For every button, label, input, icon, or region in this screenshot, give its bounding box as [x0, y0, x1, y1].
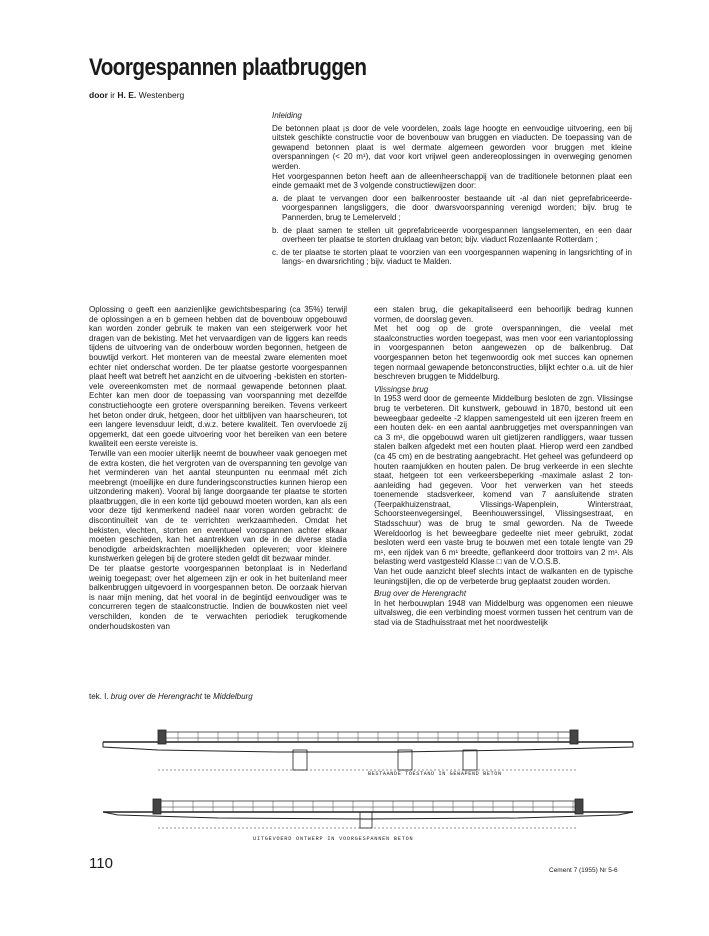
caption-prefix: tek. I. — [89, 692, 111, 701]
byline-ir: ir — [107, 90, 118, 100]
left-paragraph-2: Terwille van een mooier uiterlijk neemt de bouwheer vaak genoegen met de extra kosten, die het vergroten van de overspanning ten gevolge van het verminderen van het aantal steunpunten nu eenmaal mét zich meebrengt (moeilijke en dure funderingsconstructies kunnen hierop een uitzondering maken). Vooral bij lange doorgaande ter plaatse te storten plaatbruggen, die in een korte tijd gebouwd moeten worden, kan als een voor deze tijd kenmerkend nadeel naar voren worden gebracht: de discontinuïteit van de te verrichten werkzaamheden. Omdat het bekisten, vlechten, storten en eventueel voorspannen achter elkaar moeten geschieden, kan het aantrekken van de in de diverse stadia benodigde arbeidskrachten moeilijkheden opleveren; voor kleinere kunstwerken gelegen bij de grotere steden geldt dit bezwaar minder. — [89, 448, 347, 564]
introduction-block — [272, 111, 632, 267]
caption-mid: te — [201, 692, 214, 701]
right-paragraph-1: een stalen brug, die gekapitaliseerd een behoorlijk bedrag kunnen vormen, de doorslag geven. — [374, 305, 633, 324]
byline-author: Westenberg — [136, 90, 185, 100]
section-heading-herengracht: Brug over de Herengracht — [374, 589, 467, 599]
intro-item-a: a. de plaat te vervangen door een balkenrooster bestaande uit -al dan niet geprefabriceerde- voorgespannen langsliggers, die door dwarsvoorspanning verenigd worden; bijv. brug te Pannerden, brug te Lemelerveld ; — [272, 193, 632, 222]
intro-item-c: c. de ter plaatse te storten plaat te voorzien van een voorgespannen wapening in langsrichting of in langs- en dwarsrichting ; bijv. viaduct te Malden. — [272, 247, 632, 267]
drawing-label-existing: BESTAANDE TOESTAND IN GEWAPEND BETON — [368, 771, 502, 777]
bridge-elevation-existing — [103, 730, 633, 770]
bridge-elevation-drawing — [98, 712, 638, 852]
right-paragraph-3: In 1953 werd door de gemeente Middelburg besloten de zgn. Vlissingse brug te verbeteren. Dit kunstwerk, gebouwd in 1870, bestond uit een beweegbaar gedeelte -2 klappen samengesteld uit een ijzeren freem en een houten dek- en een aantal aanbruggetjes met overspanningen van ca 3 m¹, die opgebouwd waren uit gietijzeren randliggers, waar tussen stalen balken afgedekt met een houten plaat. Hierop werd een zandbed (ca 45 cm) en de bestrating aangebracht. Het geheel was gefundeerd op houten raamjukken en houten palen. De brug verkeerde in een slechte staat, hetgeen tot een verkeersbeperking -maximale aslast 2 ton- aanleiding had gegeven. Voor het verwerken van het steeds toenemende stadsverkeer, komend van 7 aansluitende straten (Teerpakhuizenstraat, Vlissings-Wapenplein, Winterstraat, Schoorsteenvegersingel, Beenhouwerssingel, Vlissingsestraat, en Stadsschuur) was de brug te smal geworden. Na de Tweede Wereldoorlog is het beweegbare gedeelte niet meer gebruikt, zodat besloten werd een vaste brug te bouwen met een totale lengte van 29 m¹, een rijdek van 6 m¹ breedte, geflankeerd door trottoirs van 2 m¹. Als belasting werd vastgesteld Klasse □ van de V.O.S.B. — [374, 394, 633, 567]
section-heading-vlissingse-brug: Vlissingse brug — [374, 384, 429, 394]
intro-paragraph-1: De betonnen plaat ¡s door de vele voordelen, zoals lage hoogte en eenvoudige uitvoering, een bij uitstek geschikte constructie voor de bovenbouw van bruggen en viaducten. De toepassing van de gewapend betonnen plaat is wel dermate algemeen geworden voor bruggen met kleine overspanningen (< 20 m¹), dat voor kort vrijwel geen andereoplossingen in overweging genomen werden. — [272, 123, 632, 171]
caption-italic-1: brug over de Herengracht — [110, 692, 202, 701]
page-number: 110 — [89, 855, 113, 872]
left-column — [89, 305, 347, 631]
intro-heading: Inleiding — [272, 111, 302, 120]
bridge-elevation-prestressed — [103, 799, 633, 828]
right-paragraph-4: Van het oude aanzicht bleef slechts intact de walkanten en de typische leuningstijlen, die op de verbeterde brug geplaatst zouden worden. — [374, 567, 633, 586]
article-title: Voorgespannen plaatbruggen — [89, 54, 367, 81]
byline-prefix: door — [89, 90, 108, 100]
left-paragraph-3: De ter plaatse gestorte voorgespannen betonplaat is in Nederland weinig toegepast; over het algemeen zijn er ook in het buitenland meer balkenbruggen uitgevoerd in voorgespannen beton. De oorzaak hiervan is naar mijn mening, dat het vooral in de begintijd eenvoudiger was te concurreren tegen de staalconstructie. Indien de bouwkosten niet veel verschilden, konden de te verwachten periodiek terugkomende onderhoudskosten van — [89, 564, 347, 631]
caption-italic-2: Middelburg — [213, 692, 253, 701]
figure-caption — [89, 692, 253, 701]
right-column — [374, 305, 633, 628]
byline — [89, 90, 184, 100]
right-paragraph-2: Met het oog op de grote overspanningen, die veelal met staalconstructies worden toegepast, was men voor een variantoplossing in voorgespannen beton aangewezen op de balkenbrug. Dat voorgespannen beton het tegenwoordig ook met succes kan opnemen tegen normaal gewapende betonconstructies, blijkt echter o.a. uit de hier beschreven bruggen te Middelburg. — [374, 324, 633, 382]
byline-initials: H. E. — [117, 90, 137, 100]
left-paragraph-1: Oplossing o geeft een aanzienlijke gewichtsbesparing (ca 35%) terwijl de oplossingen a en b gemeen hebben dat de bovenbouw opgebouwd kan worden zonder gebruik te maken van een steigerwerk voor het dragen van de bekisting. Met het vervaardigen van de liggers kan reeds tijdens de uitvoering van de onderbouw worden begonnen, hetgeen de bouwtijd verkort. Het monteren van de meestal zware elementen moet echter niet onderschat worden. De ter plaatse gestorte voorgespannen plaat heeft wat betreft het aanzicht en de uitvoering -bekisten en storten-vele overeenkomsten met de normaal gewapende betonnen plaat. Echter kan men door de toepassing van voorspanning met dezelfde constructiehoogte een grotere overspanning bereiken. Tevens verkeert het beton onder druk, hetgeen, door het uitblijven van haarscheuren, tot een langere levensduur leidt, d.w.z. betere kwaliteit. Ten overvloede zij opgemerkt, dat een goede uitvoering voor het bereiken van een betere kwaliteit een eerste vereiste is. — [89, 305, 347, 449]
drawing-label-prestressed: UITGEVOERD ONTWERP IN VOORGESPANNEN BETON — [253, 836, 414, 842]
intro-paragraph-2: Het voorgespannen beton heeft aan de alleenheerschappij van de traditionele betonnen plaat een einde gemaakt met de 3 volgende constructiewijzen door: — [272, 171, 632, 191]
journal-reference: Cement 7 (1955) Nr 5-6 — [549, 867, 618, 874]
right-paragraph-5: In het herbouwplan 1948 van Middelburg was opgenomen een nieuwe uitvalsweg, die een verbinding moest vormen tussen het centrum van de stad via de Stadhuisstraat met het noordwestelijk — [374, 598, 633, 627]
intro-item-b: b. de plaat samen te stellen uit geprefabriceerde voorgespannen langselementen, en een daar overheen ter plaatse te storten druklaag van beton; bijv. viaduct Rozenlaante Rotterdam ; — [272, 225, 632, 245]
